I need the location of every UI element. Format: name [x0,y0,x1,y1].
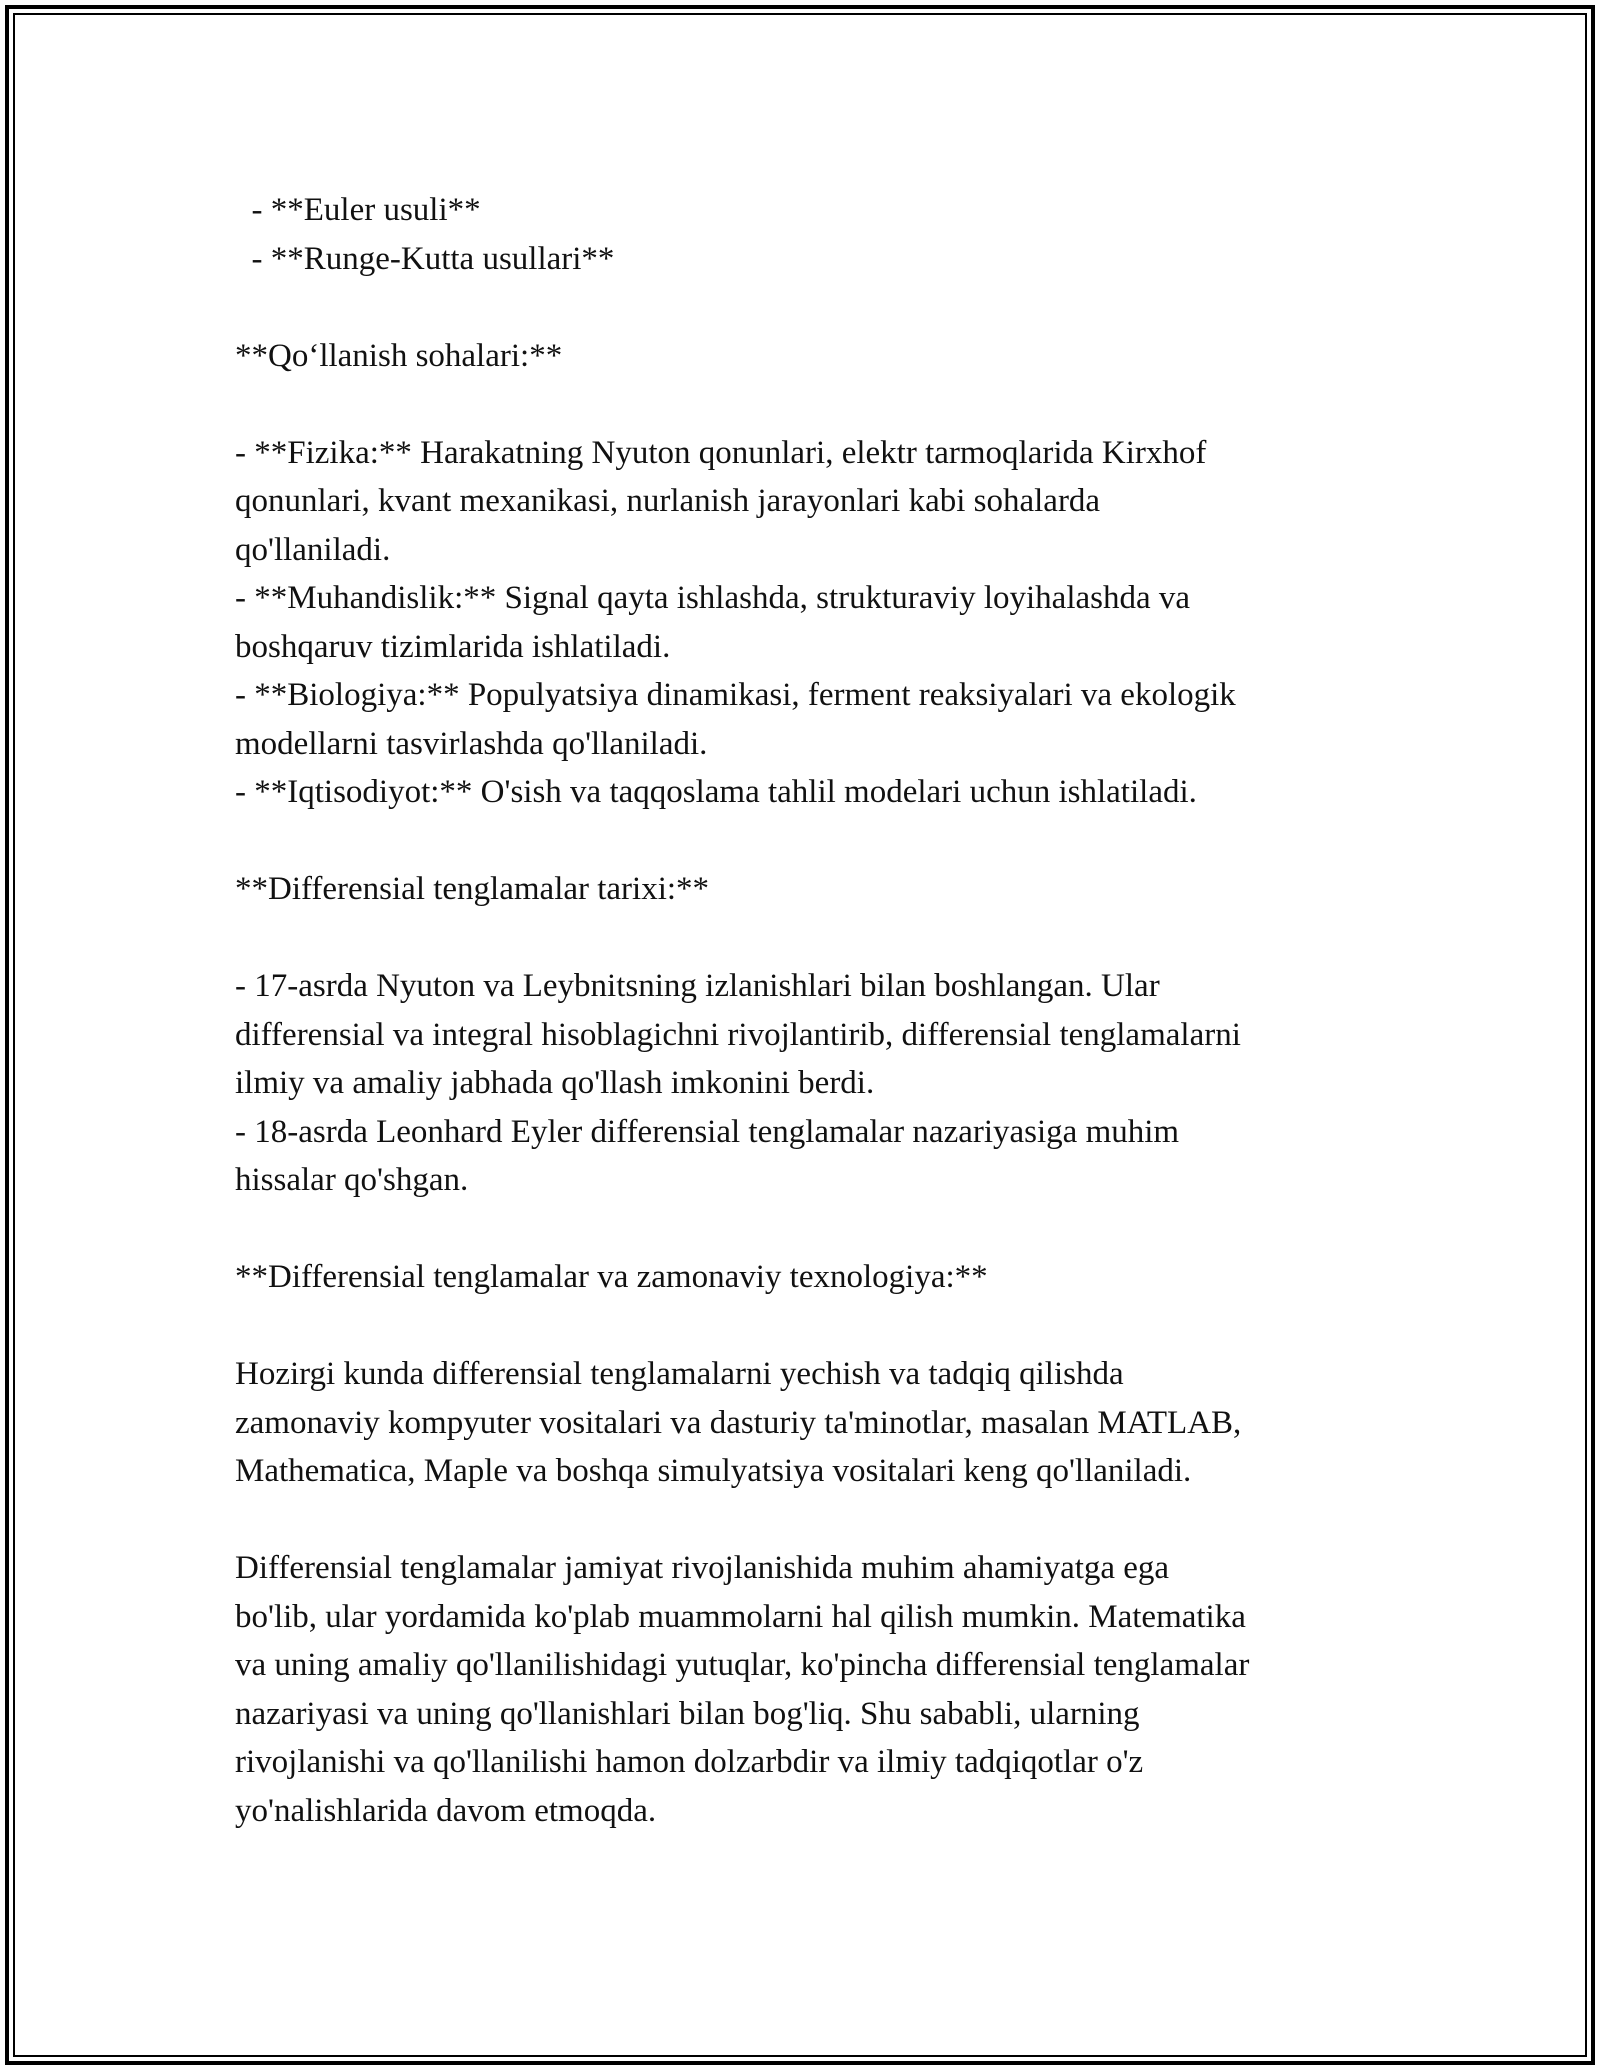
text-line: boshqaruv tizimlarida ishlatiladi. [235,628,671,665]
text-line: - 18-asrda Leonhard Eyler differensial tenglamalar nazariyasiga muhim [235,1113,1180,1150]
section-heading: **Differensial tenglamalar tarixi:** [235,871,710,907]
text-line: nazariyasi va uning qo'llanishlari bilan bog'liq. Shu sababli, ularning [235,1695,1140,1732]
text-line: Differensial tenglamalar jamiyat rivojlanishida muhim ahamiyatga ega [235,1550,1170,1586]
text-line: - **Muhandislik:** Signal qayta ishlashda, strukturaviy loyihalashda va [235,580,1191,616]
text-line: - **Fizika:** Harakatning Nyuton qonunlari, elektr tarmoqlarida Kirxhof [235,434,1207,471]
blank-line [235,914,1415,963]
text-line: zamonaviy kompyuter vositalari va dasturiy ta'minotlar, masalan MATLAB, [235,1404,1242,1441]
blank-line [235,283,1415,332]
text-line: - **Runge-Kutta usullari** [235,240,615,277]
text-line: ilmiy va amaliy jabhada qo'llash imkonini berdi. [235,1065,875,1101]
text-line: yo'nalishlarida davom etmoqda. [235,1792,657,1829]
text-line: - 17-asrda Nyuton va Leybnitsning izlanishlari bilan boshlangan. Ular [235,968,1160,1004]
section-heading: **Qo‘llanish sohalari:** [235,337,563,374]
text-line: qo'llaniladi. [235,531,391,568]
document-body [235,186,1415,1835]
text-line: va uning amaliy qo'llanilishidagi yutuqlar, ko'pincha differensial tenglamalar [235,1647,1250,1683]
text-line: hissalar qo'shgan. [235,1162,469,1198]
blank-line [235,1496,1415,1545]
text-line: - **Euler usuli** [235,192,481,228]
blank-line [235,1205,1415,1254]
text-line: Hozirgi kunda differensial tenglamalarni yechish va tadqiq qilishda [235,1356,1124,1392]
text-line: modellarni tasvirlashda qo'llaniladi. [235,725,708,762]
text-line: differensial va integral hisoblagichni rivojlantirib, differensial tenglamalarni [235,1016,1241,1053]
text-line: rivojlanishi va qo'llanilishi hamon dolzarbdir va ilmiy tadqiqotlar o'z [235,1744,1144,1780]
blank-line [235,1302,1415,1351]
blank-line [235,817,1415,866]
text-line: - **Iqtisodiyot:** O'sish va taqqoslama tahlil modelari uchun ishlatiladi. [235,774,1197,810]
text-line: - **Biologiya:** Populyatsiya dinamikasi, ferment reaksiyalari va ekologik [235,677,1236,713]
blank-line [235,380,1415,429]
section-heading: **Differensial tenglamalar va zamonaviy texnologiya:** [235,1259,988,1295]
text-line: qonunlari, kvant mexanikasi, nurlanish jarayonlari kabi sohalarda [235,483,1101,519]
text-line: bo'lib, ular yordamida ko'plab muammolarni hal qilish mumkin. Matematika [235,1598,1246,1635]
text-line: Mathematica, Maple va boshqa simulyatsiya vositalari keng qo'llaniladi. [235,1453,1192,1489]
